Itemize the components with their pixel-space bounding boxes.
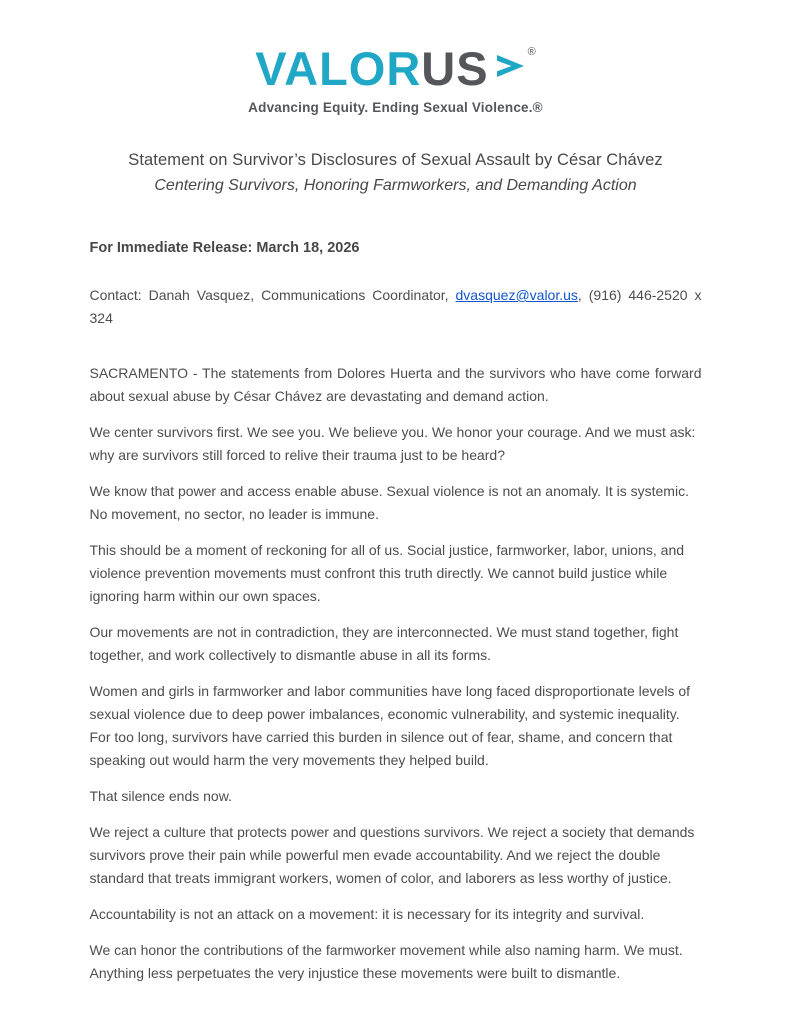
logo-block bbox=[0, 0, 791, 115]
body-paragraph: We can honor the contributions of the farmworker movement while also naming harm. We must. Anything less perpetuates the very injustice these movements were built to dismantle. bbox=[89, 942, 683, 981]
contact-prefix: Contact: Danah Vasquez, Communications Coordinator, bbox=[89, 287, 456, 303]
body-paragraphs bbox=[90, 362, 702, 985]
logo-wordmark bbox=[255, 42, 489, 95]
chevron-right-icon bbox=[495, 51, 527, 85]
body-paragraph: That silence ends now. bbox=[89, 788, 232, 804]
body-paragraph: Our movements are not in contradiction, they are interconnected. We must stand together, fight together, and work collectively to dismantle abuse in all its forms. bbox=[89, 624, 679, 663]
document-subtitle: Centering Survivors, Honoring Farmworkers, and Demanding Action bbox=[154, 177, 637, 194]
logo-word-us: US bbox=[421, 42, 489, 95]
contact-email-link[interactable]: dvasquez@valor.us bbox=[455, 287, 578, 303]
logo-word-valor: VALOR bbox=[255, 42, 422, 95]
body-paragraph: This should be a moment of reckoning for all of us. Social justice, farmworker, labor, unions, and violence prevention movements must confront this truth directly. We cannot build justice while ignoring harm within our own spaces. bbox=[89, 542, 685, 604]
body-paragraph: We reject a culture that protects power and questions survivors. We reject a society that demands survivors prove their pain while powerful men evade accountability. And we reject the double standard that treats immigrant workers, women of color, and laborers as less worthy of justice. bbox=[89, 824, 695, 886]
body-paragraph: We center survivors first. We see you. We believe you. We honor your courage. And we must ask: why are survivors still forced to relive their trauma just to be heard? bbox=[89, 424, 696, 463]
body-paragraph: Women and girls in farmworker and labor communities have long faced disproportionate levels of sexual violence due to deep power imbalances, economic vulnerability, and systemic inequality. For too long, survivors have carried this burden in silence out of fear, shame, and concern that speaking out would harm the very movements they helped build. bbox=[89, 683, 690, 768]
body-paragraph: Accountability is not an attack on a movement: it is necessary for its integrity and survival. bbox=[89, 906, 645, 922]
contact-line bbox=[90, 284, 702, 330]
contact-suffix: , (916) 446-2520 x 324 bbox=[89, 287, 702, 326]
document-body bbox=[90, 237, 702, 985]
valorus-logo bbox=[255, 42, 536, 95]
logo-tagline: Advancing Equity. Ending Sexual Violence.® bbox=[248, 100, 543, 115]
registered-mark: ® bbox=[527, 46, 536, 58]
release-date-line: For Immediate Release: March 18, 2026 bbox=[89, 240, 360, 256]
title-block bbox=[0, 151, 791, 195]
body-paragraph: SACRAMENTO - The statements from Dolores Huerta and the survivors who have come forward about sexual abuse by César Chávez are devastating and demand action. bbox=[89, 365, 702, 404]
body-paragraph: We know that power and access enable abuse. Sexual violence is not an anomaly. It is systemic. No movement, no sector, no leader is immune. bbox=[89, 483, 689, 522]
document-title: Statement on Survivor’s Disclosures of Sexual Assault by César Chávez bbox=[128, 151, 663, 169]
